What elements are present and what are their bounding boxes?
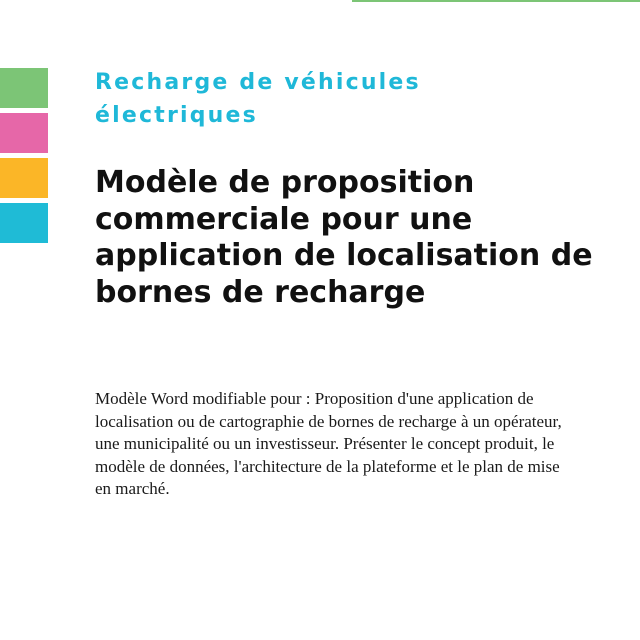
pink-bar bbox=[0, 113, 48, 153]
description-text: Modèle Word modifiable pour : Proposition d'une application de localisation ou de cartographie de bornes de recharge à un opérateur, une municipalité ou un investisseur. Présenter le concept produit, le modèle de données, l'architecture de la plateforme et le plan de mise en marché. bbox=[95, 389, 562, 499]
green-bar bbox=[0, 68, 48, 108]
page-title: Modèle de proposition commerciale pour une application de localisation de bornes de recharge bbox=[95, 165, 593, 310]
color-bars bbox=[0, 68, 48, 248]
yellow-bar bbox=[0, 158, 48, 198]
cyan-bar bbox=[0, 203, 48, 243]
top-accent-line bbox=[352, 0, 640, 2]
category-label: Recharge de véhicules électriques bbox=[95, 70, 421, 128]
